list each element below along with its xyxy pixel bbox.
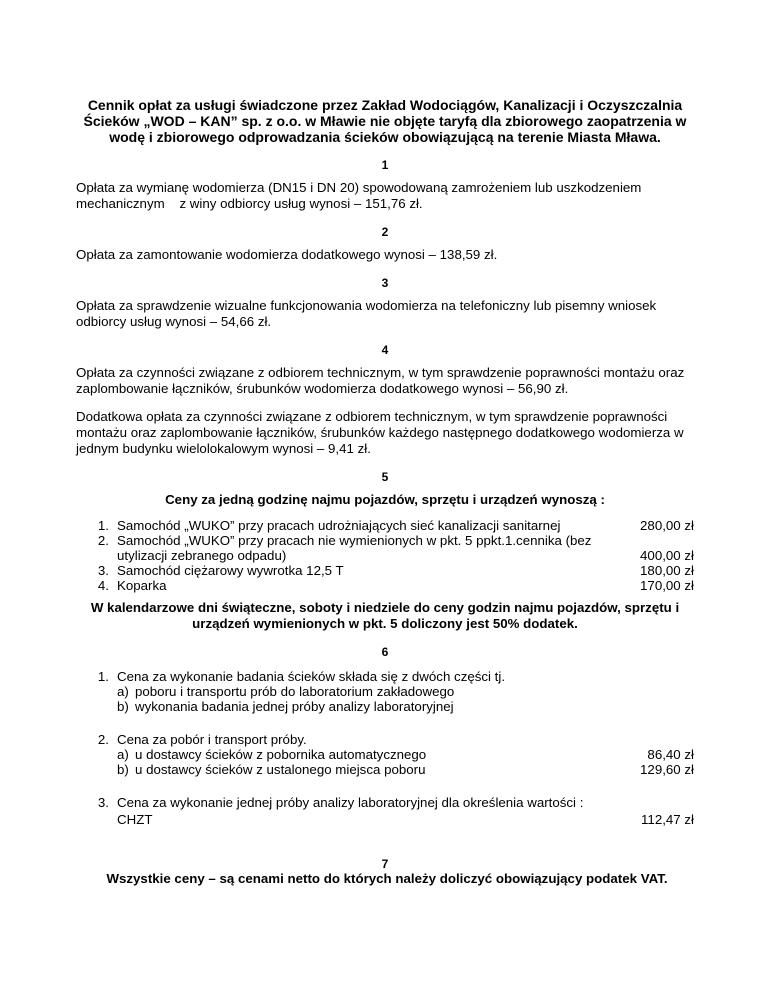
sub-item-letter: a)	[117, 747, 129, 762]
section-1-text: Opłata za wymianę wodomierza (DN15 i DN 20) spowodowaną zamrożeniem lub uszkodzeniem mechanicznym z winy odbiorcy usług wynosi – 151,76 zł.	[76, 180, 646, 211]
item-text: Samochód „WUKO” przy pracach udrożniających sieć kanalizacji sanitarnej	[117, 518, 561, 533]
section-7-text: Wszystkie ceny – są cenami netto do których należy doliczyć obowiązujący podatek VAT.	[106, 871, 668, 886]
sub-item	[76, 810, 694, 827]
section-5-note: W kalendarzowe dni świąteczne, soboty i niedziele do ceny godzin najmu pojazdów, sprzętu i urządzeń wymienionych w pkt. 5 doliczony jest 50% dodatek.	[90, 600, 680, 631]
sub-item-text: u dostawcy ścieków z pobornika automatycznego	[135, 747, 427, 762]
document-title: Cennik opłat za usługi świadczone przez Zakład Wodociągów, Kanalizacji i Oczyszczalnia Ścieków „WOD – KAN” sp. z o.o. w Mławie nie objęte taryfą dla zbiorowego zaopatrzenia w wodę i zbiorowego odprowadzania ścieków obowiązującą na terenie Miasta Mława.	[83, 97, 687, 145]
item-text: Cena za wykonanie jednej próby analizy laboratoryjnej dla określenia wartości :	[117, 795, 584, 810]
section-4-text-1: Opłata za czynności związane z odbiorem technicznym, w tym sprawdzenie poprawności montażu oraz zaplombowanie łączników, śrubunków wodomierza dodatkowego wynosi – 56,90 zł.	[76, 365, 685, 396]
list-item	[76, 518, 694, 533]
list-item	[76, 795, 694, 810]
item-text: Koparka	[117, 578, 167, 593]
sub-item-price: 86,40 zł	[647, 747, 694, 762]
sub-item-text: wykonania badania jednej próby analizy laboratoryjnej	[135, 699, 454, 714]
rental-price-list	[76, 518, 694, 593]
sub-item-text: poboru i transportu prób do laboratorium zakładowego	[135, 684, 455, 699]
sub-item	[76, 762, 694, 777]
item-number: 3.	[97, 795, 109, 810]
section-number-1: 1	[381, 158, 389, 172]
section-number-3: 3	[381, 276, 389, 290]
section-2-text: Opłata za zamontowanie wodomierza dodatkowego wynosi – 138,59 zł.	[76, 247, 498, 262]
sub-item-letter: a)	[117, 684, 129, 699]
sub-item-price: 112,47 zł	[641, 812, 694, 827]
sub-item-price: 129,60 zł	[640, 762, 694, 777]
item-price: 170,00 zł	[640, 578, 694, 593]
section-number-7: 7	[381, 857, 389, 871]
item-number: 1.	[97, 669, 109, 684]
sub-item	[76, 747, 694, 762]
section-number-6: 6	[381, 645, 389, 659]
sub-item	[76, 684, 694, 699]
item-price: 280,00 zł	[640, 518, 694, 533]
item-text: Cena za wykonanie badania ścieków składa się z dwóch części tj.	[117, 669, 506, 684]
section-6-block	[76, 669, 694, 827]
item-number: 2.	[97, 533, 109, 548]
sub-item-letter: b)	[117, 762, 129, 777]
sub-item	[76, 699, 694, 714]
sub-item-letter: b)	[117, 699, 129, 714]
item-price: 180,00 zł	[640, 563, 694, 578]
list-item	[76, 578, 694, 593]
list-item	[76, 563, 694, 578]
item-text: Samochód ciężarowy wywrotka 12,5 T	[117, 563, 344, 578]
section-3-text: Opłata za sprawdzenie wizualne funkcjonowania wodomierza na telefoniczny lub pisemny wniosek odbiorcy usług wynosi – 54,66 zł.	[76, 298, 657, 329]
item-price: 400,00 zł	[640, 548, 694, 563]
list-item	[76, 533, 694, 563]
section-number-5: 5	[381, 470, 389, 484]
item-number: 2.	[97, 732, 109, 747]
section-5-heading: Ceny za jedną godzinę najmu pojazdów, sprzętu i urządzeń wynoszą :	[165, 492, 605, 507]
item-number: 3.	[97, 563, 109, 578]
item-number: 1.	[97, 518, 109, 533]
sub-item-text: u dostawcy ścieków z ustalonego miejsca poboru	[135, 762, 426, 777]
section-4-text-2: Dodatkowa opłata za czynności związane z odbiorem technicznym, w tym sprawdzenie poprawności montażu oraz zaplombowanie łączników, śrubunków każdego następnego dodatkowego wodomierza w jednym budynku wielolokalowym wynosi – 9,41 zł.	[76, 409, 684, 456]
sub-item-text: CHZT	[117, 812, 153, 827]
item-text: Samochód „WUKO” przy pracach nie wymienionych w pkt. 5 ppkt.1.cennika (bez utylizacji zebranego odpadu)	[117, 533, 592, 563]
item-number: 4.	[97, 578, 109, 593]
list-item	[76, 669, 694, 684]
document-page	[76, 97, 694, 887]
section-number-2: 2	[381, 225, 389, 239]
list-item	[76, 732, 694, 747]
section-number-4: 4	[381, 343, 389, 357]
item-text: Cena za pobór i transport próby.	[117, 732, 307, 747]
